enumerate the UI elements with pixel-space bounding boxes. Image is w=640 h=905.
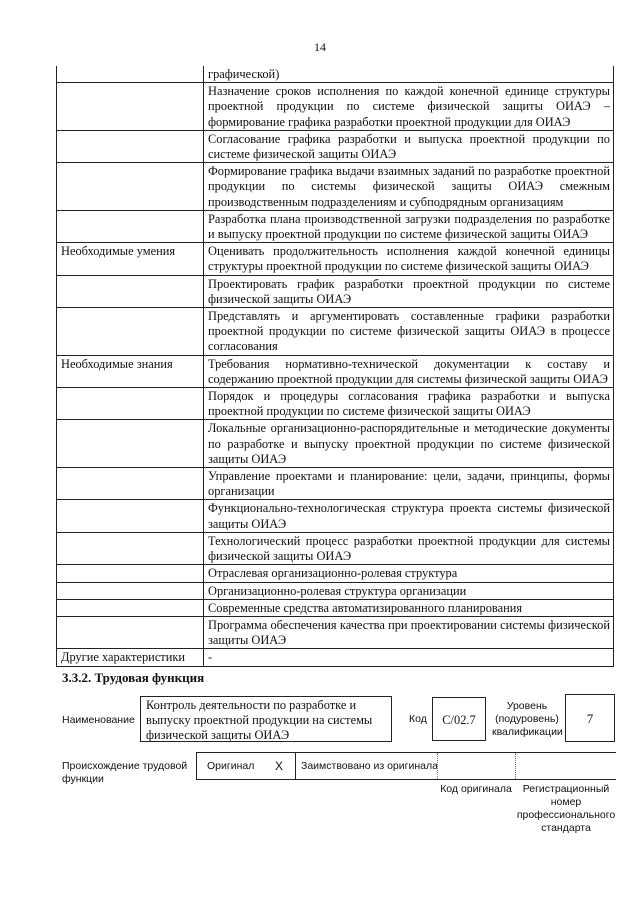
table-row — [57, 500, 614, 532]
row-description: Оценивать продолжительность исполнения каждой конечной единицы структуры проектной продукции по системе физической защиты ОИАЭ — [204, 243, 614, 275]
row-description: графической) — [204, 66, 614, 83]
row-label: Необходимые умения — [57, 243, 204, 275]
row-description: Порядок и процедуры согласования графика разработки и выпуска проектной продукции по системе физической защиты ОИАЭ — [204, 388, 614, 420]
name-label: Наименование — [62, 714, 135, 726]
row-description: Согласование графика разработки и выпуска проектной продукции по системе физической защиты ОИАЭ — [204, 130, 614, 162]
table-row — [57, 83, 614, 131]
row-description: Формирование графика выдачи взаимных заданий по разработке проектной продукции по системы физической защиты ОИАЭ смежным производственным подразделениям и субподрядным организациям — [204, 163, 614, 211]
table-row — [57, 210, 614, 242]
code-value: C/02.7 — [432, 697, 486, 741]
row-label — [57, 66, 204, 83]
row-label — [57, 468, 204, 500]
row-description: Функционально-технологическая структура проекта системы физической защиты ОИАЭ — [204, 500, 614, 532]
level-value: 7 — [565, 694, 615, 742]
row-description: Отраслевая организационно-ролевая структура — [204, 565, 614, 582]
section-heading: 3.3.2. Трудовая функция — [62, 670, 205, 685]
original-label: Оригинал — [207, 760, 255, 772]
row-label: Другие характеристики — [57, 649, 204, 666]
row-label — [57, 130, 204, 162]
table-row — [57, 388, 614, 420]
row-label — [57, 565, 204, 582]
code-cell-divider — [437, 753, 438, 779]
table-row — [57, 649, 614, 666]
table-row — [57, 308, 614, 356]
competency-table — [56, 66, 614, 667]
page-number: 14 — [314, 40, 326, 54]
row-label — [57, 275, 204, 307]
row-description: Технологический процесс разработки проектной продукции для системы физической защиты ОИАЭ — [204, 532, 614, 564]
row-label — [57, 616, 204, 648]
row-description: Современные средства автоматизированного планирования — [204, 599, 614, 616]
level-label: Уровень (подуровень) квалификации — [492, 700, 563, 738]
table-row — [57, 66, 614, 83]
table-row — [57, 582, 614, 599]
name-value: Контроль деятельности по разработке и выпуску проектной продукции на системы физической защиты ОИАЭ — [140, 696, 392, 742]
row-label — [57, 388, 204, 420]
code-original-caption: Код оригинала — [440, 783, 512, 795]
table-row — [57, 468, 614, 500]
row-label — [57, 532, 204, 564]
row-description: Требования нормативно-технической документации к составу и содержанию проектной продукции для системы физической защиты ОИАЭ — [204, 355, 614, 387]
table-row — [57, 532, 614, 564]
row-description: Представлять и аргументировать составленные графики разработки проектной продукции по системе физической защиты ОИАЭ в процессе согласования — [204, 308, 614, 356]
table-row — [57, 565, 614, 582]
original-mark: X — [275, 759, 284, 773]
row-description: Разработка плана производственной загрузки подразделения по разработке и выпуску проектной продукции по системе физической защиты ОИАЭ — [204, 210, 614, 242]
row-label — [57, 83, 204, 131]
row-description: Программа обеспечения качества при проектировании системы физической защиты ОИАЭ — [204, 616, 614, 648]
row-label — [57, 599, 204, 616]
reg-number-caption: Регистрационный номер профессионального стандарта — [516, 783, 616, 834]
origin-label: Происхождение трудовой функции — [62, 760, 188, 785]
row-label — [57, 500, 204, 532]
table-row — [57, 243, 614, 275]
table-row — [57, 599, 614, 616]
row-description: Проектировать график разработки проектной продукции по системе физической защиты ОИАЭ — [204, 275, 614, 307]
table-row — [57, 275, 614, 307]
row-description: Организационно-ролевая структура организации — [204, 582, 614, 599]
origin-separator — [295, 753, 296, 779]
row-label — [57, 420, 204, 468]
row-description: Управление проектами и планирование: цели, задачи, принципы, формы организации — [204, 468, 614, 500]
table-row — [57, 130, 614, 162]
table-row — [57, 163, 614, 211]
row-label — [57, 582, 204, 599]
row-label: Необходимые знания — [57, 355, 204, 387]
borrowed-label: Заимствовано из оригинала — [301, 760, 438, 772]
table-row — [57, 420, 614, 468]
row-description: - — [204, 649, 614, 666]
reg-cell-divider — [515, 753, 516, 779]
row-description: Локальные организационно-распорядительные и методические документы по разработке и выпуску проектной продукции по системе физической защиты ОИАЭ — [204, 420, 614, 468]
code-label: Код — [409, 713, 427, 725]
row-description: Назначение сроков исполнения по каждой конечной единице структуры проектной продукции по системе физической защиты ОИАЭ – формирование графика разработки проектной продукции для ОИАЭ — [204, 83, 614, 131]
table-row — [57, 616, 614, 648]
origin-row — [196, 752, 616, 780]
row-label — [57, 163, 204, 211]
row-label — [57, 210, 204, 242]
row-label — [57, 308, 204, 356]
table-row — [57, 355, 614, 387]
